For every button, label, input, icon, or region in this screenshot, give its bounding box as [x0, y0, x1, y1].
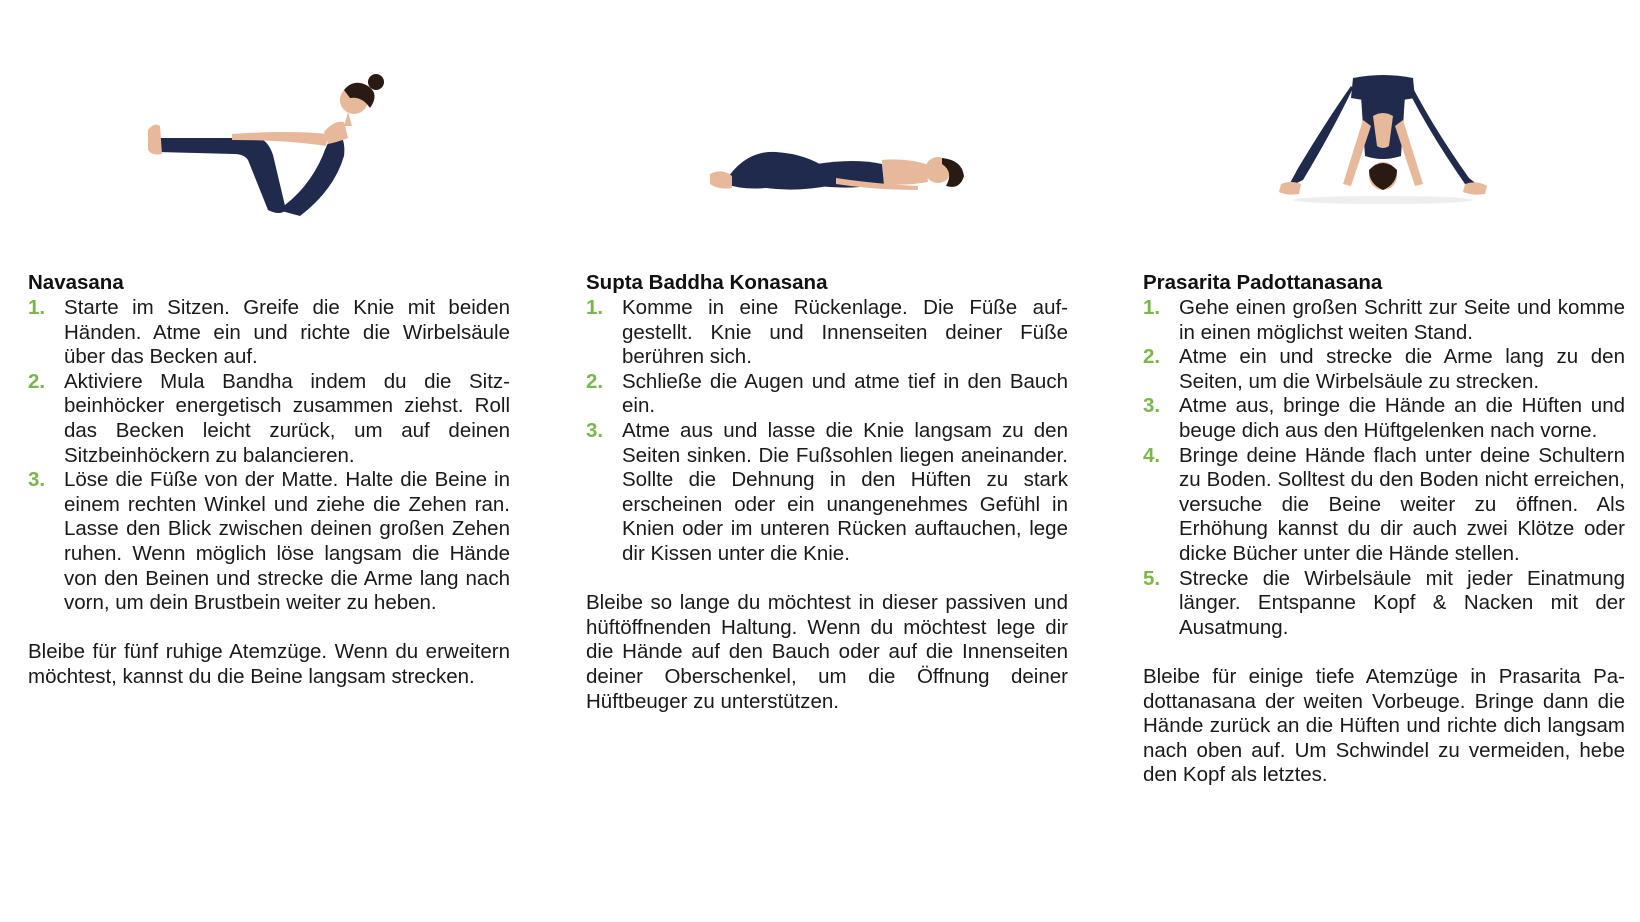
pose-outro: Bleibe für einige tiefe Atemzüge in Prasarita Padottanasana der weiten Vorbeuge. Bringe dann die Hände zurück an die Hüften und richte dich langsam nach oben auf. Um Schwindel zu vermeiden, hebe den Kopf als letztes. — [1143, 664, 1625, 787]
step-number: 3. — [586, 418, 604, 442]
list-item — [586, 370, 1068, 419]
list-item — [28, 296, 510, 370]
list-item — [586, 296, 1068, 370]
prasarita-padottanasana-figure-icon — [1273, 60, 1493, 230]
pose-prasarita-padottanasana — [1143, 270, 1625, 788]
pose-title: Navasana — [28, 271, 124, 294]
pose-supta-baddha-konasana — [586, 270, 1068, 714]
step-number: 3. — [28, 468, 46, 492]
list-item — [586, 419, 1068, 567]
step-text: Atme aus, bringe die Hände an die Hüften und beuge dich aus den Hüftgelenken nach vorne. — [1179, 394, 1625, 442]
pose-outro: Bleibe für fünf ruhige Atemzüge. Wenn du erweitern möchtest, kannst du die Beine langsam strecken. — [28, 640, 510, 688]
steps-list — [1143, 296, 1625, 640]
step-text: Atme ein und strecke die Arme lang zu den Seiten, um die Wirbelsäule zu strecken. — [1179, 345, 1625, 393]
pose-title: Supta Baddha Konasana — [586, 271, 828, 294]
list-item — [1143, 444, 1625, 567]
step-number: 5. — [1143, 566, 1161, 590]
step-text: Starte im Sitzen. Greife die Knie mit beiden Händen. Atme ein und richte die Wirbelsäule über das Becken auf. — [64, 296, 510, 369]
step-number: 2. — [28, 369, 46, 393]
list-item — [1143, 296, 1625, 345]
list-item — [1143, 567, 1625, 641]
step-number: 4. — [1143, 443, 1161, 467]
step-number: 2. — [586, 369, 604, 393]
step-text: Strecke die Wirbelsäule mit jeder Einatmung länger. Entspanne Kopf & Nacken mit der Ausatmung. — [1179, 566, 1625, 639]
steps-list — [586, 296, 1068, 567]
step-text: Komme in eine Rückenlage. Die Füße aufgestellt. Knie und Innenseiten deiner Füße berühren sich. — [622, 296, 1068, 369]
list-item — [1143, 345, 1625, 394]
steps-list — [28, 296, 510, 616]
step-text: Atme aus und lasse die Knie langsam zu den Seiten sinken. Die Fußsohlen liegen aneinander. Sollte die Dehnung in den Hüften zu stark erscheinen oder ein unangenehmes Gefühl in Knien oder im unteren Rücken auftauchen, lege dir Kissen unter die Knie. — [622, 418, 1068, 565]
pose-title: Prasarita Padottanasana — [1143, 271, 1383, 294]
navasana-figure-icon — [148, 60, 388, 230]
list-item — [1143, 394, 1625, 443]
step-text: Bringe deine Hände flach unter deine Schultern zu Boden. Solltest du den Boden nicht erreichen, versuche die Beine weiter zu öffnen. Als Erhöhung kannst du dir auch zwei Klötze oder dicke Bücher unter die Hände stellen. — [1179, 443, 1625, 565]
step-text: Schließe die Augen und atme tief in den Bauch ein. — [622, 369, 1068, 418]
step-text: Löse die Füße von der Matte. Halte die Beine in einem rechten Winkel und ziehe die Zehen ran. Lasse den Blick zwischen deinen großen Zehen ruhen. Wenn möglich löse langsam die Hände von den Beinen und strecke die Arme lang nach vorn, um dein Brustbein weiter zu heben. — [64, 468, 510, 615]
list-item — [28, 370, 510, 468]
step-number: 1. — [28, 296, 46, 319]
step-number: 3. — [1143, 394, 1161, 418]
pose-navasana — [28, 270, 510, 690]
list-item — [28, 468, 510, 616]
pose-outro: Bleibe so lange du möchtest in dieser passiven und hüftöffnenden Haltung. Wenn du möchtest lege dir die Hände auf den Bauch oder auf die Innenseiten deiner Oberschenkel, um die Öffnung deiner Hüftbeuger zu unterstützen. — [586, 591, 1068, 713]
step-number: 1. — [586, 296, 604, 319]
supta-baddha-konasana-figure-icon — [706, 60, 966, 230]
step-number: 1. — [1143, 296, 1161, 319]
step-text: Aktiviere Mula Bandha indem du die Sitzbeinhöcker energetisch zusammen ziehst. Roll das Becken leicht zurück, um auf deinen Sitzbeinhöckern zu balancieren. — [64, 369, 510, 467]
step-text: Gehe einen großen Schritt zur Seite und komme in einen möglichst weiten Stand. — [1179, 296, 1625, 344]
step-number: 2. — [1143, 345, 1161, 369]
